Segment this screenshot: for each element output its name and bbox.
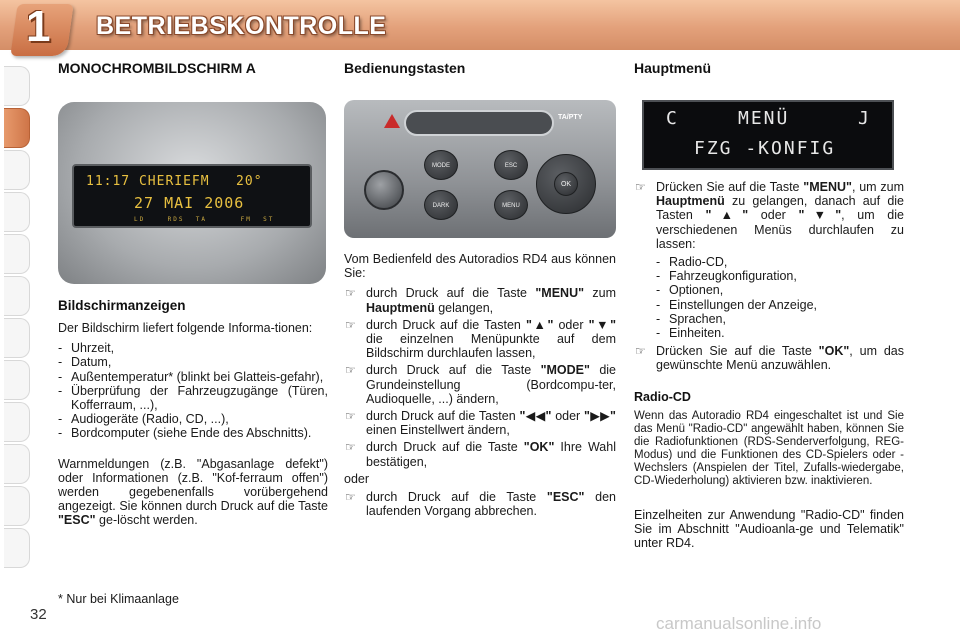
list-item: - Außentemperatur* (blinkt bei Glatteis-gefahr), (58, 370, 328, 384)
text: oder (748, 208, 799, 223)
key-mode: "MODE" (540, 363, 590, 378)
side-tab[interactable] (4, 360, 30, 400)
pointing-hand-icon: ☞ (635, 180, 646, 194)
list-item (344, 409, 616, 437)
text: Drücken Sie auf die Taste (656, 180, 804, 194)
key-ok: "OK" (523, 440, 555, 455)
side-tab-active[interactable] (4, 108, 30, 148)
key-down: "▼" (588, 317, 616, 332)
radio-cd-text: Wenn das Autoradio RD4 eingeschaltet ist und Sie das Menü "Radio-CD" angewählt haben, können Sie die Radiofunktionen (RDS-Senderverfolgung, REG-Modus) und die Funktionen des CD-Spielers oder -Wechslers (Anspielen der Titel, Zufalls-wiedergabe, CD-Wiederholung) aktivieren bzw. inaktivieren. (634, 410, 904, 487)
watermark: carmanualsonline.info (656, 614, 822, 633)
text: gelangen, (434, 300, 494, 315)
lcd-row-indicators: LD RDS TA FM ST (134, 216, 275, 223)
list-item: - Fahrzeugkonfiguration, (656, 269, 904, 283)
pointing-hand-icon: ☞ (345, 409, 356, 424)
text: die einzelnen Menüpunkte auf dem Bildschirm durchlaufen lassen, (366, 332, 616, 361)
text: durch Druck auf die Taste (366, 363, 541, 378)
oder-text: oder (344, 471, 370, 486)
key-left: "◀◀" (519, 409, 552, 424)
text: , um das gewünschte Menü anzuwählen. (656, 344, 905, 373)
section-heading: Bedienungstasten (344, 60, 466, 76)
key-down: "▼" (798, 208, 842, 223)
list-item: - Radio-CD, (656, 255, 904, 269)
pointing-hand-icon: ☞ (345, 440, 356, 455)
text: , um zum (851, 180, 904, 194)
key-esc: "ESC" (58, 513, 96, 528)
list-item: - Optionen, (656, 283, 904, 297)
ta-pty-label: TA/PTY (558, 114, 583, 121)
cd-slot (404, 110, 554, 136)
list-item (344, 490, 616, 518)
side-tab[interactable] (4, 192, 30, 232)
main-menu-text (634, 180, 904, 376)
text: oder (553, 317, 589, 332)
list-item: - Bordcomputer (siehe Ende des Abschnitts). (58, 426, 328, 440)
footnote: * Nur bei Klimaanlage (58, 592, 179, 606)
side-tab[interactable] (4, 150, 30, 190)
page-number: 32 (30, 606, 47, 623)
page-title: BETRIEBSKONTROLLE (96, 12, 387, 40)
text: , um die verschiedenen Menüs durchlaufen zu lassen: (656, 208, 904, 251)
lcd-row-time-station-temp: 11:17 CHERIEFM 20° (86, 174, 263, 189)
text: Drücken Sie auf die Taste (656, 344, 819, 359)
text: durch Druck auf die Tasten (366, 317, 526, 332)
text: durch Druck auf die Taste (366, 490, 547, 505)
instruction-list (634, 344, 904, 372)
text: zum (584, 286, 616, 301)
list-item: - Datum, (58, 355, 328, 369)
instruction-list (344, 490, 616, 518)
column-main-menu (634, 60, 904, 76)
esc-button: ESC (494, 150, 528, 180)
side-tab[interactable] (4, 234, 30, 274)
list-item: - Einstellungen der Anzeige, (656, 298, 904, 312)
menu-title: MENÜ (738, 108, 790, 129)
sub-heading: Bildschirmanzeigen (58, 298, 186, 313)
column-monochrome-screen (58, 60, 328, 76)
pointing-hand-icon: ☞ (345, 363, 356, 378)
pointing-hand-icon: ☞ (635, 344, 646, 359)
sub-heading: Radio-CD (634, 390, 691, 404)
menu-bracket-right: J (858, 108, 871, 129)
text: durch Druck auf die Taste (366, 286, 536, 301)
text: durch Druck auf die Taste (366, 440, 524, 455)
list-item: - Sprachen, (656, 312, 904, 326)
info-list (58, 341, 328, 440)
list-item: - Einheiten. (656, 326, 904, 340)
lcd-display (72, 164, 312, 228)
side-tab[interactable] (4, 318, 30, 358)
list-item: - Audiogeräte (Radio, CD, ...), (58, 412, 328, 426)
column-control-buttons (344, 60, 616, 76)
list-item (344, 286, 616, 314)
pointing-hand-icon: ☞ (345, 317, 356, 332)
section-heading: Hauptmenü (634, 60, 711, 76)
list-item: - Uhrzeit, (58, 341, 328, 355)
screen-photo (58, 102, 326, 284)
volume-knob (364, 170, 404, 210)
details-text: Einzelheiten zur Anwendung "Radio-CD" finden Sie im Abschnitt "Audioanla-ge und Telematik" unter RD4. (634, 508, 904, 551)
key-up: "▲" (705, 208, 749, 223)
pointing-hand-icon: ☞ (345, 490, 356, 505)
menu-list (656, 255, 904, 340)
control-panel-photo (344, 100, 616, 238)
header-banner (0, 0, 960, 50)
key-menu: "MENU" (803, 180, 852, 194)
key-esc: "ESC" (546, 490, 585, 505)
key-ok: "OK" (818, 344, 850, 359)
key-up: "▲" (525, 317, 554, 332)
instruction-list (634, 180, 904, 251)
menu-bracket-left: C (666, 108, 679, 129)
text: zu gelangen, danach auf die Tasten (656, 194, 904, 223)
text: den laufenden Vorgang abbrechen. (366, 490, 616, 519)
key-right: "▶▶" (584, 409, 616, 424)
chapter-side-tabs (0, 66, 34, 576)
list-item (344, 318, 616, 361)
ok-button: OK (554, 172, 578, 196)
side-tab[interactable] (4, 444, 30, 484)
side-tab[interactable] (4, 528, 30, 568)
hazard-icon (384, 114, 400, 128)
warning-text-part: ge-löscht werden. (95, 513, 198, 528)
side-tab[interactable] (4, 276, 30, 316)
list-item (344, 363, 616, 406)
intro-text: Der Bildschirm liefert folgende Informa-tionen: (58, 321, 313, 335)
display-info-block (58, 298, 328, 528)
warning-text (58, 457, 328, 528)
text: einen Einstellwert ändern, (366, 423, 510, 438)
side-tab[interactable] (4, 486, 30, 526)
list-item: - Überprüfung der Fahrzeugzugänge (Türen, Kofferraum, ...), (58, 384, 328, 412)
menu-button: MENU (494, 190, 528, 220)
side-tab[interactable] (4, 402, 30, 442)
radio-cd-block (634, 390, 904, 551)
menu-screen-photo (642, 100, 894, 170)
mode-button: MODE (424, 150, 458, 180)
chapter-number: 1 (26, 2, 51, 51)
side-tab[interactable] (4, 66, 30, 106)
instruction-list (344, 286, 616, 468)
warning-text-part: Warnmeldungen (z.B. "Abgasanlage defekt") oder Informationen (z.B. "Kof-ferraum offen") werden gegebenenfalls vorübergehend angezeigt. Sie können durch Druck auf die Taste (58, 456, 328, 514)
section-heading: MONOCHROMBILDSCHIRM A (58, 60, 256, 76)
text: durch Druck auf die Tasten (366, 409, 520, 424)
key-menu: "MENU" (535, 286, 585, 301)
intro-text: Vom Bedienfeld des Autoradios RD4 aus können Sie: (344, 252, 616, 281)
lcd-row-date: 27 MAI 2006 (134, 194, 245, 212)
list-item (634, 180, 904, 251)
bold-term: Hauptmenü (656, 194, 725, 209)
list-item (634, 344, 904, 372)
dark-button: DARK (424, 190, 458, 220)
text: die Grundeinstellung (Bordcompu-ter, Audioquelle, ...) ändern, (366, 363, 617, 406)
bold-term: Hauptmenü (366, 300, 435, 315)
text: oder (551, 409, 584, 424)
list-item (344, 440, 616, 468)
control-buttons-text (344, 252, 616, 521)
menu-line-2: FZG -KONFIG (694, 138, 836, 159)
text: Ihre Wahl bestätigen, (366, 440, 616, 469)
pointing-hand-icon: ☞ (345, 286, 356, 301)
